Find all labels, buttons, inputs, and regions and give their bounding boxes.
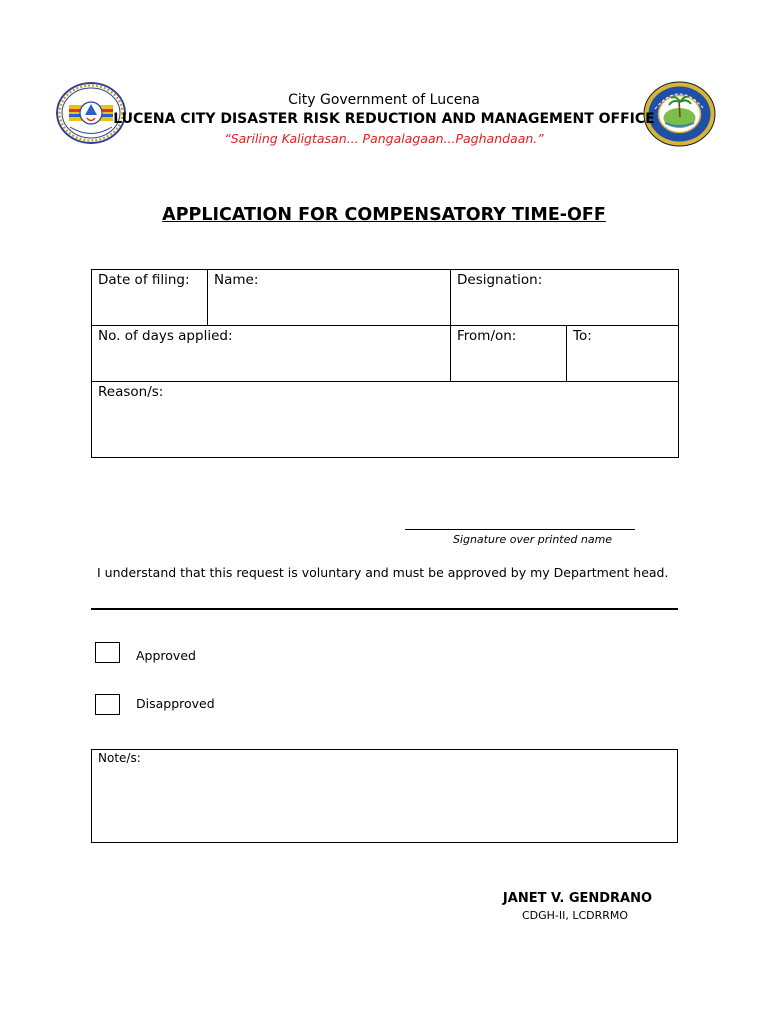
approved-checkbox[interactable] [95,642,120,663]
signature-line [405,529,635,530]
reasons-label: Reason/s: [98,384,164,400]
voluntary-statement: I understand that this request is voluntary and must be approved by my Department head. [97,565,669,580]
date-of-filing-label: Date of filing: [98,272,190,288]
notes-label: Note/s: [98,751,141,765]
form-title: APPLICATION FOR COMPENSATORY TIME-OFF [162,205,606,225]
city-government-name: City Government of Lucena [288,92,480,108]
from-on-field[interactable] [450,325,567,382]
designation-field[interactable] [450,269,679,326]
days-applied-field[interactable] [91,325,451,382]
disapproved-label: Disapproved [136,696,215,711]
signatory-title: CDGH-II, LCDRRMO [521,909,629,922]
from-on-label: From/on: [457,328,517,344]
section-divider [91,608,678,610]
office-name: LUCENA CITY DISASTER RISK REDUCTION AND MANAGEMENT OFFICE [113,111,655,127]
signatory-name: JANET V. GENDRANO [502,891,653,906]
office-motto: “Sariling Kaligtasan... Pangalagaan...Paghandaan.” [224,131,544,146]
approved-label: Approved [136,648,196,663]
signature-label: Signature over printed name [452,533,613,546]
name-field[interactable] [207,269,451,326]
to-field[interactable] [566,325,679,382]
reasons-field[interactable] [91,381,679,458]
disapproved-checkbox[interactable] [95,694,120,715]
to-label: To: [573,328,592,344]
designation-label: Designation: [457,272,543,288]
name-label: Name: [214,272,259,288]
notes-field[interactable] [91,749,678,843]
days-applied-label: No. of days applied: [98,328,233,344]
date-of-filing-field[interactable] [91,269,208,326]
